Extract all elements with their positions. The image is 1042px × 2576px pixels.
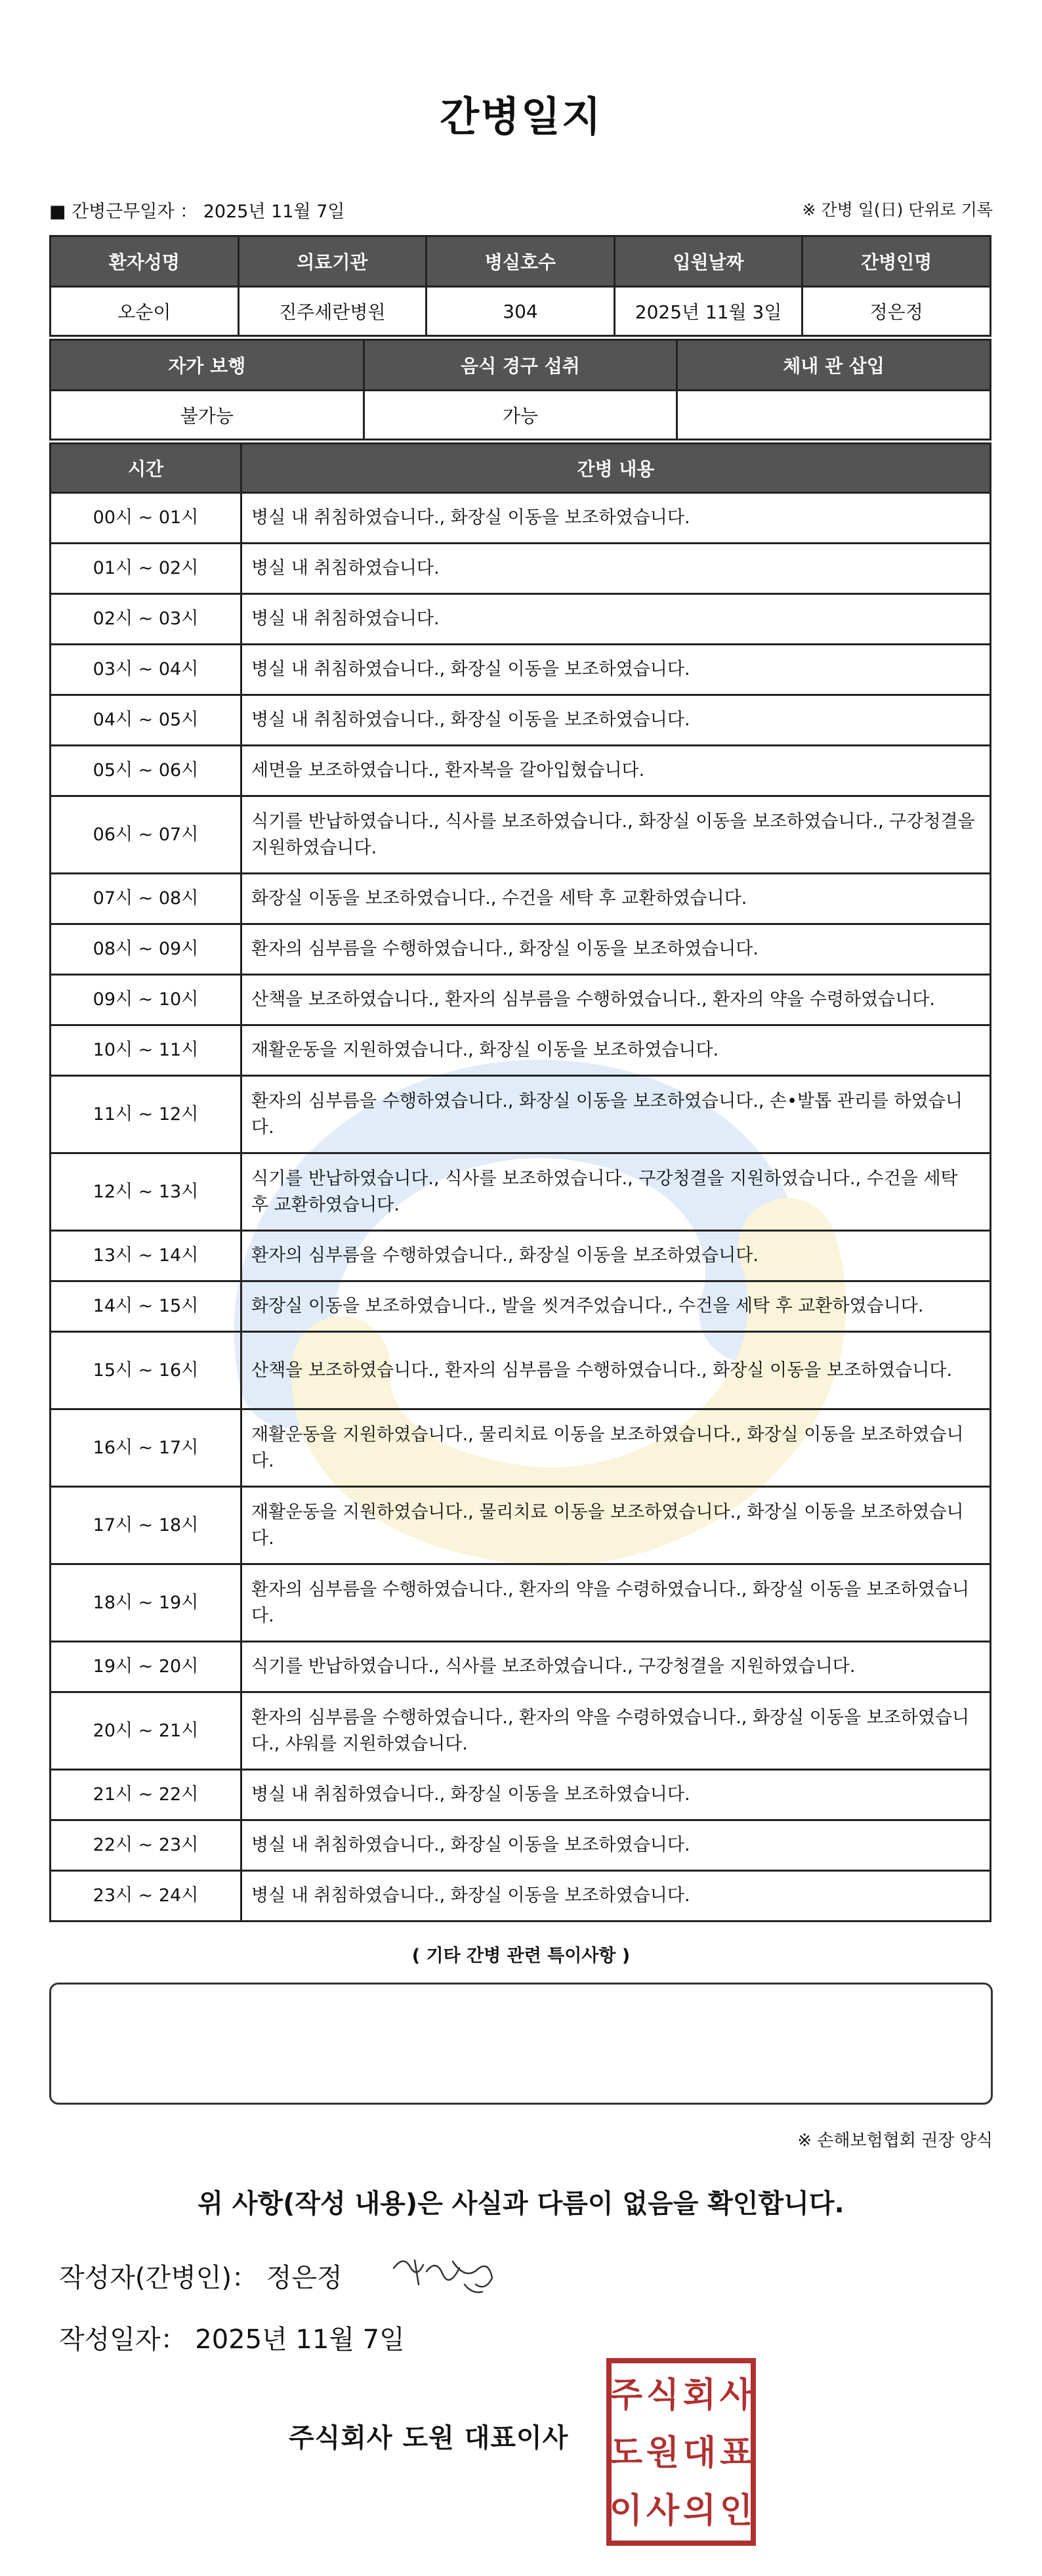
care-log-time: 17시 ~ 18시 [51, 1487, 241, 1564]
care-log-time: 21시 ~ 22시 [51, 1770, 241, 1820]
care-log-row [51, 975, 991, 1025]
care-log-content: 환자의 심부름을 수행하였습니다., 환자의 약을 수령하였습니다., 화장실 이동을 보조하였습니다., 샤워를 지원하였습니다. [241, 1692, 991, 1770]
care-log-content: 환자의 심부름을 수행하였습니다., 화장실 이동을 보조하였습니다. [241, 924, 991, 975]
care-log-table [49, 442, 991, 1922]
care-log-content: 화장실 이동을 보조하였습니다., 발을 씻겨주었습니다., 수건을 세탁 후 교환하였습니다. [241, 1281, 991, 1332]
care-log-row [51, 1642, 991, 1692]
value-room-number: 304 [427, 287, 615, 336]
care-log-row [51, 874, 991, 924]
header-time: 시간 [51, 444, 241, 493]
care-log-row [51, 1281, 991, 1332]
header-institution: 의료기관 [238, 236, 427, 287]
seal-glyph: 사 [646, 2491, 680, 2531]
care-log-row [51, 796, 991, 874]
care-log-time: 14시 ~ 15시 [51, 1281, 241, 1332]
seal-glyph: 회 [682, 2376, 717, 2415]
patient-info-table [49, 235, 991, 337]
care-log-body [51, 493, 991, 1921]
patient-status-table [49, 339, 991, 440]
care-log-time: 09시 ~ 10시 [51, 975, 241, 1025]
care-log-content: 병실 내 취침하였습니다., 화장실 이동을 보조하였습니다. [241, 1871, 991, 1921]
care-log-time: 08시 ~ 09시 [51, 924, 241, 975]
written-date-value: 2025년 11월 7일 [195, 2325, 405, 2355]
care-log-time: 02시 ~ 03시 [51, 594, 241, 645]
care-log-row [51, 1076, 991, 1153]
care-log-row [51, 544, 991, 594]
value-self-walking: 불가능 [51, 391, 364, 440]
care-log-time: 20시 ~ 21시 [51, 1692, 241, 1770]
written-date-row [59, 2319, 405, 2356]
care-log-row [51, 695, 991, 746]
header-admission-date: 입원날짜 [614, 236, 802, 287]
author-row [59, 2257, 343, 2294]
care-log-row [51, 645, 991, 695]
care-log-row [51, 1871, 991, 1921]
patient-status-header-row [51, 340, 991, 391]
care-log-row [51, 1025, 991, 1076]
form-source-note: ※ 손해보험협회 권장 양식 [797, 2131, 993, 2151]
handwritten-signature [387, 2248, 505, 2301]
confirmation-statement: 위 사항(작성 내용)은 사실과 다름이 없음을 확인합니다. [198, 2189, 844, 2219]
care-log-content: 병실 내 취침하였습니다., 화장실 이동을 보조하였습니다. [241, 645, 991, 695]
header-patient-name: 환자성명 [51, 236, 239, 287]
author-name: 정은정 [266, 2263, 343, 2293]
seal-glyph: 인 [719, 2491, 753, 2531]
value-oral-intake: 가능 [364, 391, 677, 440]
written-date-label: 작성일자： [59, 2325, 187, 2355]
care-log-content: 환자의 심부름을 수행하였습니다., 화장실 이동을 보조하였습니다., 손•발톱 관리를 하였습니다. [241, 1076, 991, 1153]
unit-note: ※ 간병 일(日) 단위로 기록 [802, 200, 993, 219]
care-log-time: 15시 ~ 16시 [51, 1332, 241, 1409]
care-log-time: 01시 ~ 02시 [51, 544, 241, 594]
page-title: 간병일지 [440, 93, 602, 140]
value-admission-date: 2025년 11월 3일 [614, 287, 802, 336]
care-log-content: 재활운동을 지원하였습니다., 물리치료 이동을 보조하였습니다., 화장실 이동을 보조하였습니다. [241, 1409, 991, 1487]
care-log-time: 03시 ~ 04시 [51, 645, 241, 695]
seal-glyph: 주 [609, 2376, 643, 2415]
seal-glyph: 대 [682, 2434, 717, 2473]
notes-box [49, 1983, 993, 2105]
care-log-row [51, 1820, 991, 1871]
patient-info-value-row [51, 287, 991, 336]
seal-glyph: 표 [719, 2434, 753, 2473]
care-log-time: 11시 ~ 12시 [51, 1076, 241, 1153]
care-log-row [51, 1692, 991, 1770]
header-care-content: 간병 내용 [241, 444, 991, 493]
care-log-row [51, 1770, 991, 1820]
value-caregiver-name: 정은정 [802, 287, 991, 336]
care-log-content: 병실 내 취침하였습니다., 화장실 이동을 보조하였습니다. [241, 1820, 991, 1871]
care-date-line: ■ 간병근무일자 ： 2025년 11월 7일 [49, 202, 345, 222]
care-log-content: 산책을 보조하였습니다., 환자의 심부름을 수행하였습니다., 환자의 약을 수령하였습니다. [241, 975, 991, 1025]
care-log-content: 병실 내 취침하였습니다. [241, 594, 991, 645]
care-log-content: 재활운동을 지원하였습니다., 화장실 이동을 보조하였습니다. [241, 1025, 991, 1076]
care-log-time: 12시 ~ 13시 [51, 1153, 241, 1231]
care-log-row [51, 1231, 991, 1281]
seal-glyph: 이 [609, 2491, 643, 2531]
care-log-row [51, 1564, 991, 1642]
care-log-row [51, 493, 991, 544]
care-log-content: 병실 내 취침하였습니다., 화장실 이동을 보조하였습니다. [241, 493, 991, 544]
notes-label: ( 기타 간병 관련 특이사항 ) [411, 1946, 631, 1966]
seal-glyph: 식 [646, 2376, 680, 2415]
author-label: 작성자(간병인)： [59, 2263, 259, 2293]
company-representative: 주식회사 도원 대표이사 [289, 2423, 569, 2453]
header-caregiver-name: 간병인명 [802, 236, 991, 287]
value-tube-insertion [677, 391, 991, 440]
care-log-content: 식기를 반납하였습니다., 식사를 보조하였습니다., 구강청결을 지원하였습니다., 수건을 세탁 후 교환하였습니다. [241, 1153, 991, 1231]
care-log-content: 재활운동을 지원하였습니다., 물리치료 이동을 보조하였습니다., 화장실 이동을 보조하였습니다. [241, 1487, 991, 1564]
seal-glyph: 원 [646, 2434, 680, 2473]
care-log-content: 화장실 이동을 보조하였습니다., 수건을 세탁 후 교환하였습니다. [241, 874, 991, 924]
patient-status-value-row [51, 391, 991, 440]
care-log-time: 13시 ~ 14시 [51, 1231, 241, 1281]
care-log-header-row [51, 444, 991, 493]
care-log-content: 병실 내 취침하였습니다., 화장실 이동을 보조하였습니다. [241, 695, 991, 746]
care-log-content: 산책을 보조하였습니다., 환자의 심부름을 수행하였습니다., 화장실 이동을 보조하였습니다. [241, 1332, 991, 1409]
value-institution: 진주세란병원 [238, 287, 427, 336]
care-log-time: 23시 ~ 24시 [51, 1871, 241, 1921]
header-self-walking: 자가 보행 [51, 340, 364, 391]
care-log-row [51, 1409, 991, 1487]
care-log-row [51, 1487, 991, 1564]
care-log-content: 환자의 심부름을 수행하였습니다., 화장실 이동을 보조하였습니다. [241, 1231, 991, 1281]
care-log-content: 병실 내 취침하였습니다. [241, 544, 991, 594]
care-log-time: 19시 ~ 20시 [51, 1642, 241, 1692]
header-room-number: 병실호수 [427, 236, 615, 287]
care-log-row [51, 746, 991, 796]
care-log-content: 식기를 반납하였습니다., 식사를 보조하였습니다., 화장실 이동을 보조하였습니다., 구강청결을 지원하였습니다. [241, 796, 991, 874]
care-log-row [51, 924, 991, 975]
care-log-time: 07시 ~ 08시 [51, 874, 241, 924]
care-log-content: 세면을 보조하였습니다., 환자복을 갈아입혔습니다. [241, 746, 991, 796]
care-log-time: 04시 ~ 05시 [51, 695, 241, 746]
seal-glyph: 의 [682, 2491, 717, 2531]
company-seal [605, 2357, 757, 2547]
seal-glyph: 사 [719, 2376, 753, 2415]
care-log-time: 16시 ~ 17시 [51, 1409, 241, 1487]
value-patient-name: 오순이 [51, 287, 239, 336]
care-log-time: 05시 ~ 06시 [51, 746, 241, 796]
care-log-row [51, 1332, 991, 1409]
care-log-content: 병실 내 취침하였습니다., 화장실 이동을 보조하였습니다. [241, 1770, 991, 1820]
header-oral-intake: 음식 경구 섭취 [364, 340, 677, 391]
care-log-time: 00시 ~ 01시 [51, 493, 241, 544]
seal-glyph: 도 [609, 2434, 643, 2473]
care-log-time: 10시 ~ 11시 [51, 1025, 241, 1076]
care-log-row [51, 1153, 991, 1231]
care-log-time: 22시 ~ 23시 [51, 1820, 241, 1871]
patient-info-header-row [51, 236, 991, 287]
header-tube-insertion: 체내 관 삽입 [677, 340, 991, 391]
care-log-time: 06시 ~ 07시 [51, 796, 241, 874]
care-log-content: 환자의 심부름을 수행하였습니다., 환자의 약을 수령하였습니다., 화장실 이동을 보조하였습니다. [241, 1564, 991, 1642]
care-log-time: 18시 ~ 19시 [51, 1564, 241, 1642]
care-log-row [51, 594, 991, 645]
care-log-content: 식기를 반납하였습니다., 식사를 보조하였습니다., 구강청결을 지원하였습니다. [241, 1642, 991, 1692]
